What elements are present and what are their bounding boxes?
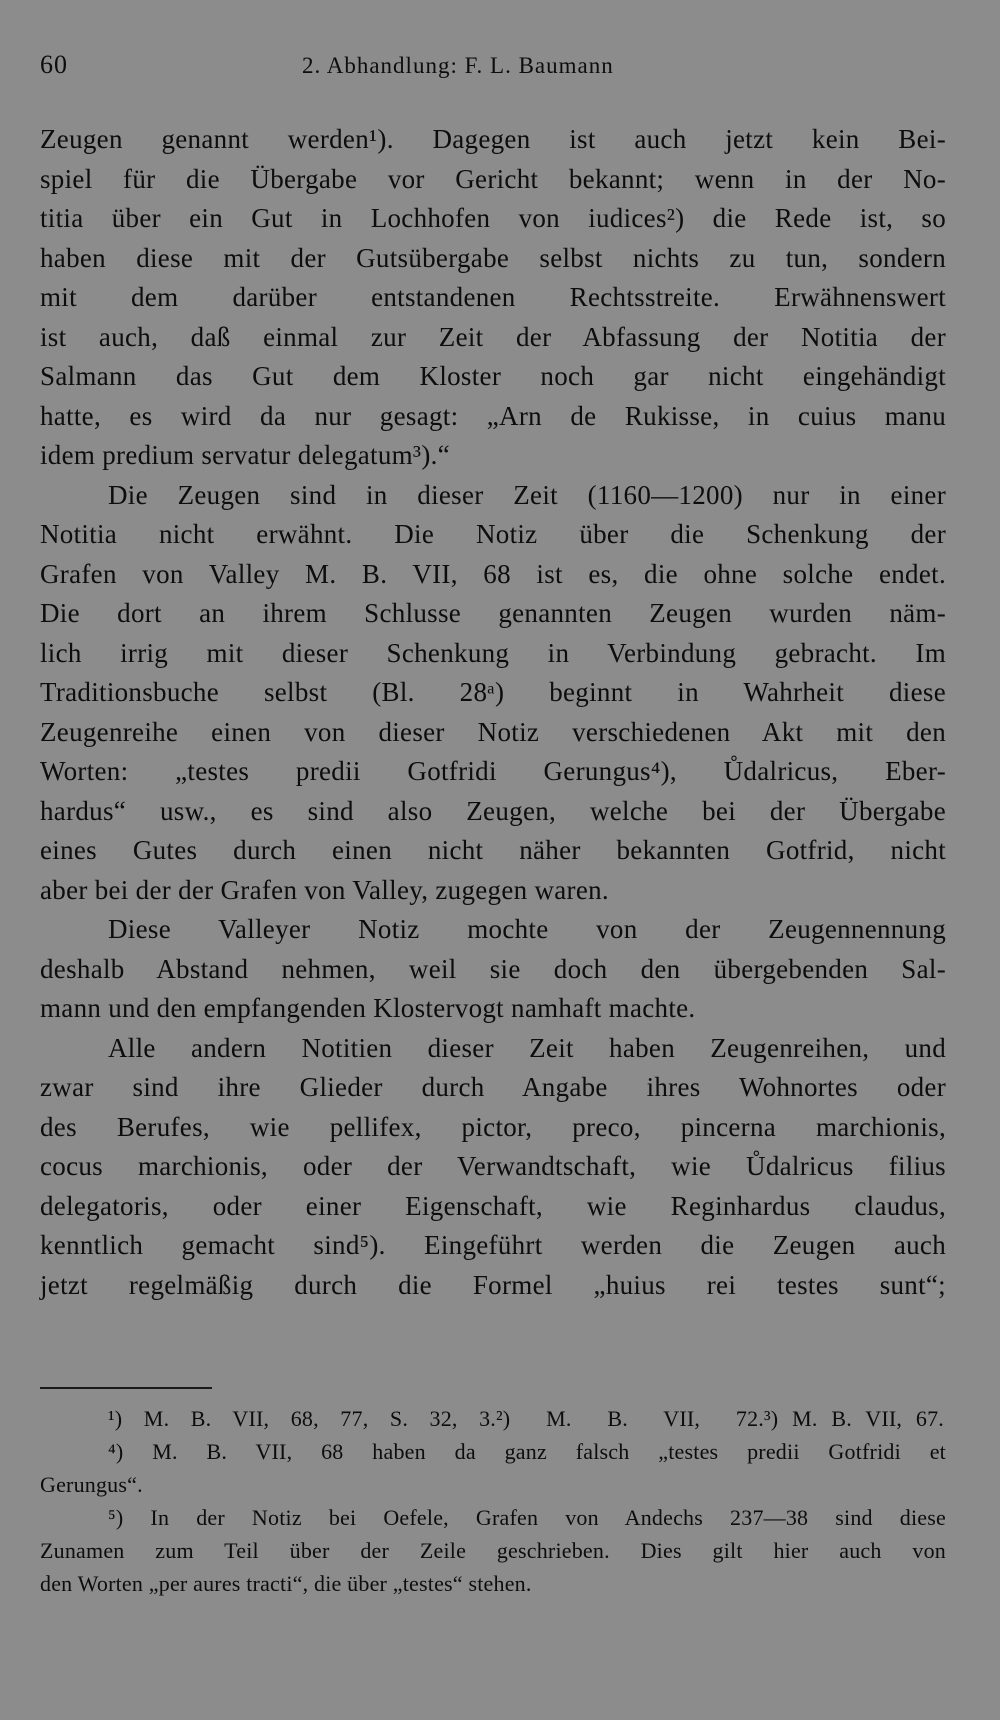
footnote-1: ¹) M. B. VII, 68, 77, S. 32, 3. <box>108 1406 496 1431</box>
text-line: ist auch, daß einmal zur Zeit der Abfassung der Notitia der <box>40 321 946 352</box>
text-line: mann und den empfangenden Klostervogt namhaft machte. <box>40 993 696 1023</box>
footnote-line: den Worten „per aures tracti“, die über „testes“ stehen. <box>40 1571 532 1596</box>
footnote-line: Gerungus“. <box>40 1472 143 1497</box>
text-line: delegatoris, oder einer Eigenschaft, wie Reginhardus claudus, <box>40 1190 946 1221</box>
running-head: 2. Abhandlung: F. L. Baumann <box>302 53 614 78</box>
footnote-lines <box>40 1435 946 1600</box>
text-line: spiel für die Übergabe vor Gericht bekannt; wenn in der No- <box>40 163 946 194</box>
text-line: Die dort an ihrem Schlusse genannten Zeugen wurden näm- <box>40 598 946 628</box>
text-line: cocus marchionis, oder der Verwandtschaft, wie Ůdalricus filius <box>40 1151 946 1181</box>
text-line: aber bei der der Grafen von Valley, zugegen waren. <box>40 874 609 905</box>
text-line: kenntlich gemacht sind⁵). Eingeführt werden die Zeugen auch <box>40 1230 946 1260</box>
text-line: Die Zeugen sind in dieser Zeit (1160—1200) nur in einer <box>108 479 946 510</box>
text-line: Notitia nicht erwähnt. Die Notiz über die Schenkung der <box>40 519 946 549</box>
footnote-3: ³) M. B. VII, 67. <box>764 1406 944 1431</box>
text-line: Worten: „testes predii Gotfridi Gerungus⁴), Ůdalricus, Eber- <box>40 756 946 786</box>
text-line: zwar sind ihre Glieder durch Angabe ihres Wohnortes oder <box>40 1072 946 1102</box>
text-line: hardus“ usw., es sind also Zeugen, welche bei der Übergabe <box>40 795 946 826</box>
page-number: 60 <box>40 50 68 79</box>
text-line: titia über ein Gut in Lochhofen von iudices²) die Rede ist, so <box>40 203 946 233</box>
text-line: Alle andern Notitien dieser Zeit haben Zeugenreihen, und <box>108 1032 946 1063</box>
footnote-2: ²) M. B. VII, 72. <box>496 1406 764 1431</box>
text-line: jetzt regelmäßig durch die Formel „huius rei testes sunt“; <box>40 1269 946 1300</box>
text-line: eines Gutes durch einen nicht näher bekannten Gotfrid, nicht <box>40 835 946 865</box>
text-line: lich irrig mit dieser Schenkung in Verbindung gebracht. Im <box>40 637 946 668</box>
footnotes <box>40 1402 946 1600</box>
text-line: Zeugenreihe einen von dieser Notiz verschiedenen Akt mit den <box>40 716 946 747</box>
text-line: Zeugen genannt werden¹). Dagegen ist auch jetzt kein Bei- <box>40 124 946 154</box>
text-line: hatte, es wird da nur gesagt: „Arn de Rukisse, in cuius manu <box>40 400 946 431</box>
footnote-line: ⁵) In der Notiz bei Oefele, Grafen von Andechs 237—38 sind diese <box>108 1505 946 1530</box>
footnote-divider <box>40 1387 212 1389</box>
text-line: idem predium servatur delegatum³).“ <box>40 440 450 470</box>
footnote-line: ⁴) M. B. VII, 68 haben da ganz falsch „testes predii Gotfridi et <box>108 1439 946 1464</box>
footnote-row-1 <box>40 1402 946 1435</box>
text-line: mit dem darüber entstandenen Rechtsstreite. Erwähnenswert <box>40 282 946 312</box>
footnote-line: Zunamen zum Teil über der Zeile geschrieben. Dies gilt hier auch von <box>40 1538 946 1563</box>
text-line: Traditionsbuche selbst (Bl. 28ᵃ) beginnt in Wahrheit diese <box>40 677 946 707</box>
text-line: Diese Valleyer Notiz mochte von der Zeugennennung <box>108 914 946 944</box>
text-line: haben diese mit der Gutsübergabe selbst nichts zu tun, sondern <box>40 242 946 273</box>
text-line: Grafen von Valley M. B. VII, 68 ist es, die ohne solche endet. <box>40 558 946 589</box>
text-line: des Berufes, wie pellifex, pictor, preco, pincerna marchionis, <box>40 1111 946 1142</box>
body-text <box>40 120 946 1305</box>
text-line: Salmann das Gut dem Kloster noch gar nicht eingehändigt <box>40 361 946 391</box>
text-line: deshalb Abstand nehmen, weil sie doch den übergebenden Sal- <box>40 953 946 984</box>
page-header <box>40 50 960 90</box>
